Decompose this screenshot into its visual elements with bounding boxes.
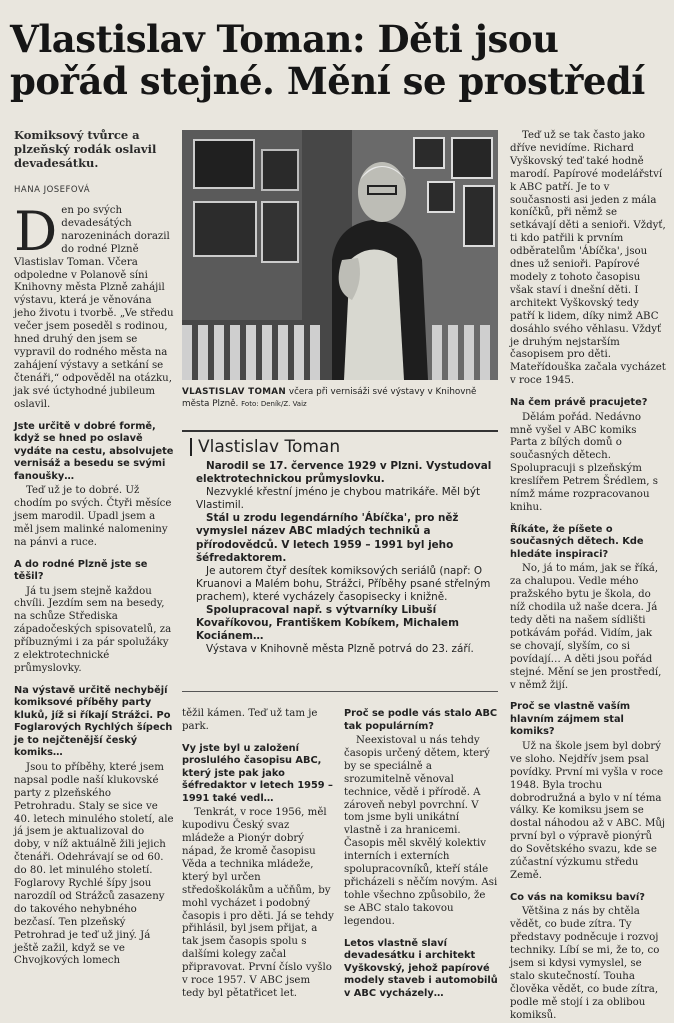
- photo-credit: Foto: Deník/Z. Vaiz: [241, 400, 307, 408]
- column-1: [14, 200, 174, 968]
- column-2: [182, 708, 334, 1001]
- answer-7: Dělám pořád. Nedávno mně vyšel v ABC komiks Parta z bílých domů o současných dětech. Spolupracuji s plzeňským kreslířem Petrem Šrédlem, s nímž máme rozpracovanou knihu.: [510, 411, 658, 513]
- answer-4: Tenkrát, v roce 1956, měl kupodivu Český svaz mládeže a Pionýr dobrý nápad, že kromě časopisu Věda a technika mládeže, který byl určen středoškolákům a učňům, by mohl vycházet i podobný časopis i pro děti. Já se tehdy přihlásil, byl jsem přijat, a tak jsem časopis spolu s dalšími kolegy začal připravovat. První číslo vyšlo v roce 1957. V ABC jsem tedy byl pětatřicet let.: [182, 807, 334, 999]
- question-7: Na čem právě pracujete?: [510, 397, 648, 409]
- answer-6: Teď už se tak často jako dříve nevidíme. Richard Vyškovský teď také hodně marodí. Papírové modelářství k ABC patří. Je to v současnosti asi jeden z mála koníčků, při němž se setkávají děti a senioři. Vždyť, ti kdo patřili k prvním odběratelům 'Ábíčka', jsou dnes už senioři. Papírové modely z tohoto časopisu však staví i dnešní děti. I architekt Vyškovský tedy patří k lidem, díky nimž ABC dosáhlo svého věhlasu. Vždyť je druhým nejstarším časopisem pro děti. Mateřídouška začala vycházet v roce 1945.: [510, 130, 666, 387]
- column-3: [344, 708, 498, 1002]
- lead-paragraph: Komiksový tvůrce a plzeňský rodák oslavil devadesátku.: [14, 128, 157, 170]
- question-9: Proč se vlastně vaším hlavním zájmem stal komiks?: [510, 701, 631, 738]
- answer-8: No, já to mám, jak se říká, za chalupou. Vedle mého pražského bytu je škola, do níž chodila už naše dcera. Já tedy děti na našem sídlišti potkávám pořád. Vidím, jak se chovají, slyším, co si povídají… A děti jsou pořád stejné. Mění se jen prostředí, v němž žijí.: [510, 563, 662, 691]
- answer-10: Většina z nás by chtěla vědět, co bude zítra. Ty představy podněcuje i rozvoj techniky. Líbí se mi, že to, co jsem si kdysi vymyslel, se stalo skutečností. Touha člověka vědět, co bude zítra, podle mě stojí i za oblibou komiksů.: [510, 906, 660, 1021]
- answer-2: Já tu jsem stejně každou chvíli. Jezdím sem na besedy, na schůze Střediska západočeských spisovatelů, za příbuznými i za pár spolužáky z elektrotechnické průmyslovky.: [14, 585, 172, 674]
- bio-abc: Stál u zrodu legendárního 'Ábíčka', pro něž vymyslel název ABC mladých techniků a přírodovědců. V letech 1959 – 1991 byl jeho šéfredaktorem.: [196, 512, 459, 564]
- question-6: Letos vlastně slaví devadesátku i architekt Vyškovský, jehož papírové modely staveb i automobilů v ABC vycházely…: [344, 937, 498, 999]
- question-3: Na výstavě určitě nechybějí komiksové příběhy party kluků, jíž si říkají Strážci. Po Foglarových Rychlých šípech je to nejčtenější český komiks…: [14, 684, 173, 759]
- bio-exhibition: Výstava v Knihovně města Plzně potrvá do 23. září.: [206, 643, 474, 656]
- headline: Vlastislav Toman: Děti jsou pořád stejné. Mění se prostředí: [10, 17, 645, 103]
- intro-paragraph: Den po svých devadesátých narozeninách dorazil do rodné Plzně Vlastislav Toman. Včera odpoledne v Polanově síni Knihovny města Plzně zahájil výstavu, která je věnována jeho životu i tvorbě. „Ve středu večer jsem poseděl s rodinou, hned druhý den jsem se vypravil do rodného města na zahájení výstavy a setkání se čtenáři,“ odpověděl na otázku, jak své úctyhodné jubileum oslavil.: [14, 200, 174, 410]
- bio-name-note: Nezvyklé křestní jméno je chybou matrikáře. Měl být Vlastimil.: [196, 486, 481, 512]
- question-1: Jste určitě v dobré formě, když se hned po oslavě vydáte na cestu, absolvujete vernisáž a besedu se svými fanoušky…: [14, 420, 174, 482]
- bio-works: Je autorem čtyř desítek komiksových seriálů (např: O Kruanovi a Malém bohu, Strážci, Příběhy psané střelným prachem), které vycházely časopisecky i knižně.: [196, 564, 491, 603]
- bio-birth: Narodil se 17. července 1929 v Plzni. Vystudoval elektrotechnickou průmyslovku.: [196, 460, 492, 486]
- author-byline: HANA JOSEFOVÁ: [14, 185, 91, 195]
- answer-1: Teď už je to dobré. Už chodím po svých. Čtyři měsíce jsem marodil. Upadl jsem a měl jsem malinké nalomeniny na pánvi a ruce.: [14, 485, 172, 548]
- question-4: Vy jste byl u založení proslulého časopisu ABC, který jste pak jako šéfredaktor v letech 1959 – 1991 také vedl…: [182, 742, 333, 804]
- question-2: A do rodné Plzně jste se těšil?: [14, 558, 148, 583]
- photo-caption: [182, 386, 498, 410]
- bio-box-body: [196, 460, 492, 656]
- answer-3-continued: těžil kámen. Teď už tam je park.: [182, 708, 318, 732]
- answer-9: Už na škole jsem byl dobrý ve sloho. Nejdřív jsem psal povídky. První mi vyšla v roce 1948. Byla trochu dobrodružná a bylo v ní téma války. Ke komiksu jsem se dostal náhodou až v ABC. Můj první byl o výpravě pionýrů do Sovětského svazu, kde se zúčastní výzkumu středu Země.: [510, 740, 666, 881]
- bio-collaborators: Spolupracoval např. s výtvarníky Libuší Kovaříkovou, Františkem Kobíkem, Michalem Kociánem…: [196, 604, 459, 643]
- column-4: [510, 130, 666, 1023]
- answer-3: Jsou to příběhy, které jsem napsal podle naší klukovské party z plzeňského Petrohradu. Staly se sice ve 40. letech minulého století, ale já jsem je aktualizoval do doby, v níž aktuálně žili jejich čtenáři. Odehrávají se od 60. do 80. let minulého století. Foglarovy Rychlé šípy jsou narozdíl od Strážců zasazeny do takového nehybného bezčasí. Ten plzeňský Petrohrad je teď už jiný. Já ještě zažil, když se ve Chvojkových lomech: [14, 761, 174, 967]
- bio-box-title: Vlastislav Toman: [190, 438, 340, 456]
- question-8: Říkáte, že píšete o současných dětech. Kde hledáte inspiraci?: [510, 523, 644, 560]
- question-5: Proč se podle vás stalo ABC tak populárním?: [344, 708, 498, 732]
- caption-text: včera při vernisáži své výstavy v Knihovně města Plzně.: [182, 387, 477, 409]
- caption-name: VLASTISLAV TOMAN: [182, 387, 287, 397]
- question-10: Co vás na komiksu baví?: [510, 891, 645, 903]
- photo: [182, 130, 498, 380]
- photo-illustration: [182, 130, 498, 380]
- dropcap: D: [14, 200, 58, 263]
- answer-5: Neexistoval u nás tehdy časopis určený dětem, který by se speciálně a srozumitelně věnoval technice, vědě i přírodě. A zároveň nebyl povrchní. V tom jsme byli unikátní vlastně i za hranicemi. Časopis měl skvělý kolektiv interních i externích spolupracovníků, kteří stále přicházeli s něčím novým. Asi tohle všechno způsobilo, že se ABC stalo takovou legendou.: [344, 735, 498, 927]
